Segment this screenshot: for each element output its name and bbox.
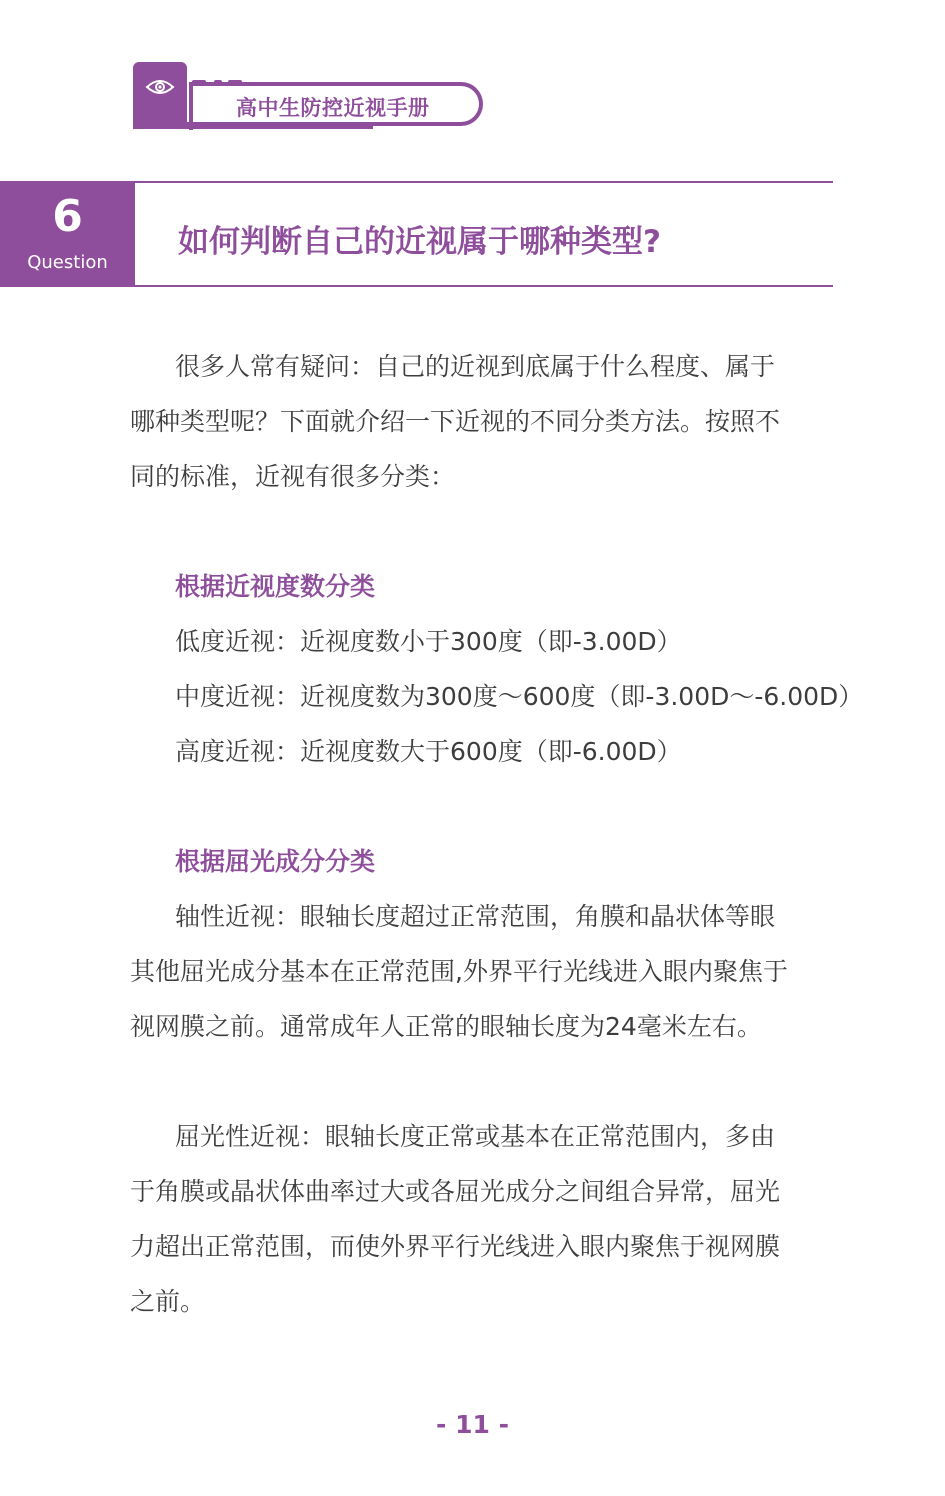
axial-line: 视网膜之前。通常成年人正常的眼轴长度为24毫米左右。	[130, 1012, 762, 1041]
refractive-line: 之前。	[130, 1287, 206, 1316]
intro-paragraph	[130, 339, 835, 504]
degree-item-low: 低度近视：近视度数小于300度（即-3.00D）	[175, 627, 682, 656]
section-heading-degree: 根据近视度数分类	[175, 572, 376, 601]
header-book-badge	[133, 62, 187, 126]
eye-icon	[145, 78, 175, 96]
refractive-line: 于角膜或晶状体曲率过大或各屈光成分之间组合异常，屈光	[130, 1177, 781, 1206]
refractive-line: 力超出正常范围，而使外界平行光线进入眼内聚焦于视网膜	[130, 1232, 781, 1261]
question-number: 6	[52, 191, 83, 242]
intro-line: 同的标准，近视有很多分类：	[130, 462, 456, 491]
axial-line: 轴性近视：眼轴长度超过正常范围，角膜和晶状体等眼	[175, 902, 776, 931]
question-top-rule	[135, 181, 833, 183]
question-label: Question	[27, 252, 108, 273]
degree-item-medium: 中度近视：近视度数为300度～600度（即-3.00D～-6.00D）	[175, 682, 864, 711]
question-badge	[0, 181, 135, 287]
intro-line: 哪种类型呢？下面就介绍一下近视的不同分类方法。按照不	[130, 407, 781, 436]
question-title: 如何判断自己的近视属于哪种类型?	[178, 224, 661, 260]
axial-line: 其他屈光成分基本在正常范围,外界平行光线进入眼内聚焦于	[130, 957, 788, 986]
header-title: 高中生防控近视手册	[236, 96, 430, 120]
degree-item-high: 高度近视：近视度数大于600度（即-6.00D）	[175, 737, 682, 766]
refractive-line: 屈光性近视：眼轴长度正常或基本在正常范围内，多由	[175, 1122, 776, 1151]
question-bottom-rule	[135, 285, 833, 287]
section-heading-refraction: 根据屈光成分分类	[175, 847, 376, 876]
intro-line: 很多人常有疑问：自己的近视到底属于什么程度、属于	[175, 352, 776, 381]
axial-myopia-paragraph	[130, 889, 835, 1054]
page-number: - 11 -	[436, 1410, 509, 1439]
header-underline	[133, 125, 373, 129]
refractive-myopia-paragraph	[130, 1109, 835, 1329]
